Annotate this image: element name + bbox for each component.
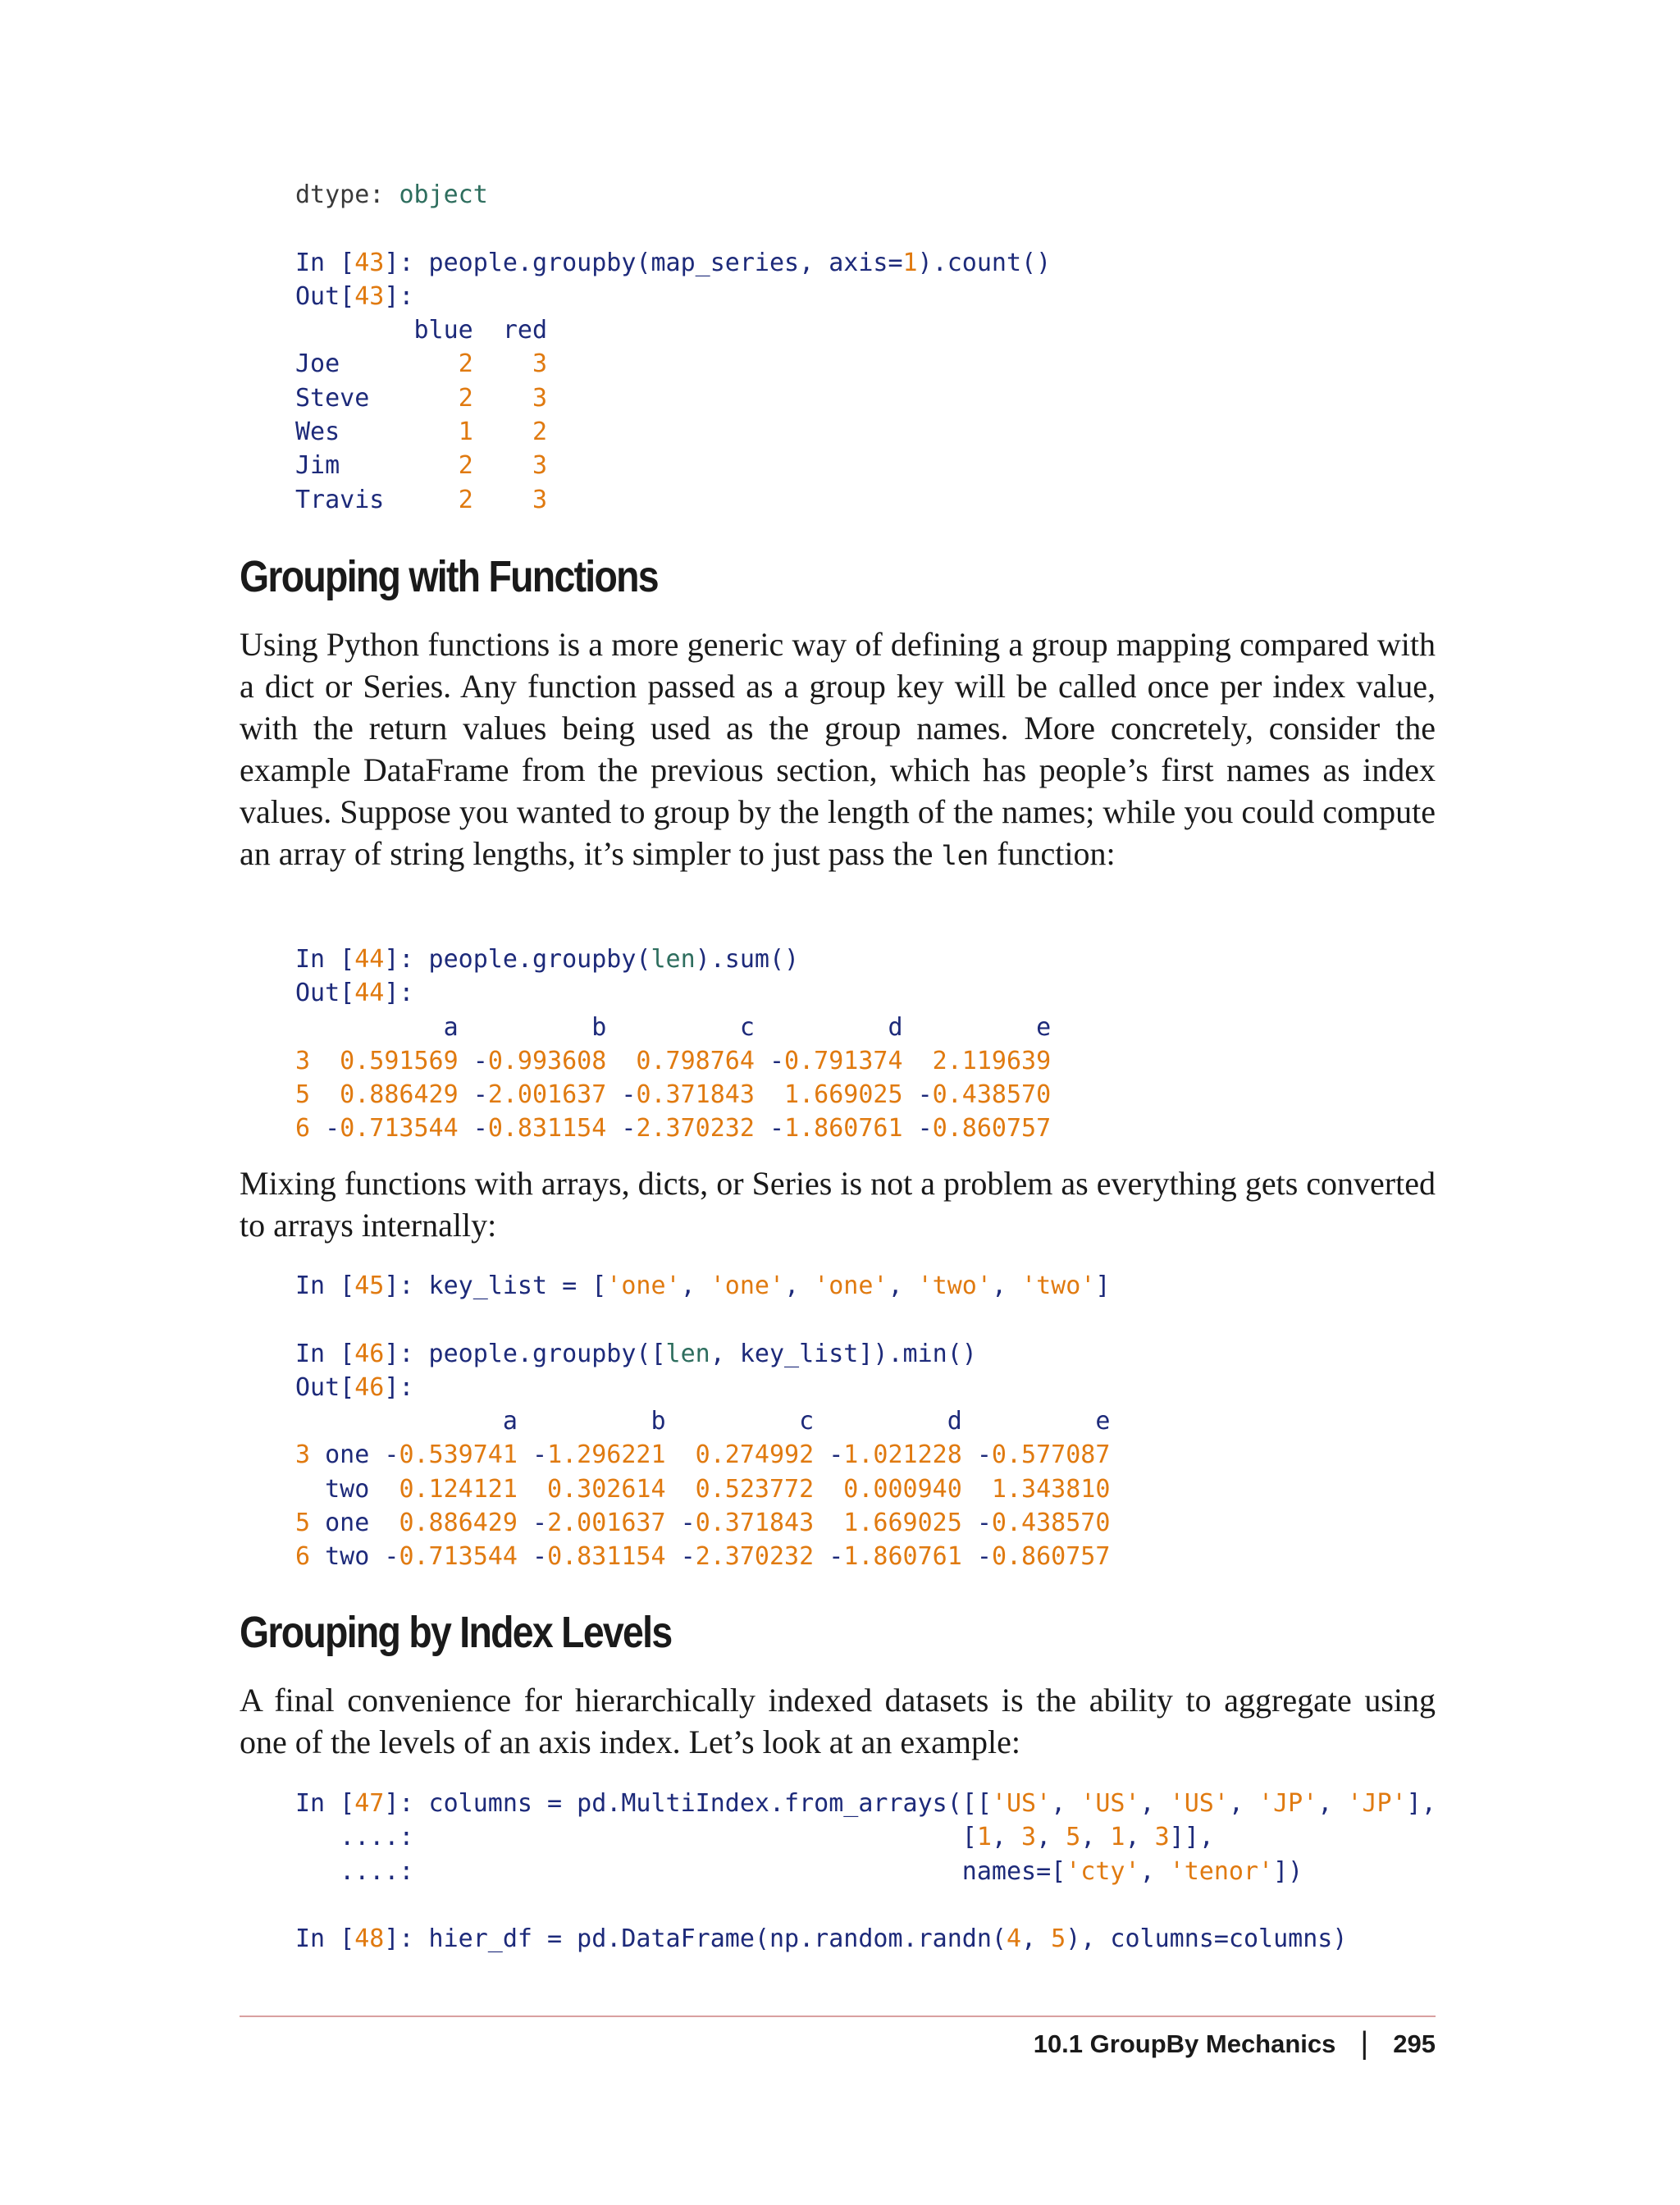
code-block-multiindex	[295, 1787, 1436, 1956]
section-heading-grouping-by-index-levels: Grouping by Index Levels	[240, 1608, 672, 1657]
code-line	[295, 1888, 1436, 1922]
code-line: Out[44]:	[295, 979, 414, 1008]
code-line: 6 two -0.713544 -0.831154 -2.370232 -1.860761 -0.860757	[295, 1542, 1111, 1572]
code-line: Joe 2 3	[295, 349, 548, 379]
code-line: Travis 2 3	[295, 485, 548, 514]
code-line: Steve 2 3	[295, 383, 548, 413]
code-line: In [43]: people.groupby(map_series, axis=1).count()	[295, 248, 1052, 277]
code-line: 3 0.591569 -0.993608 0.798764 -0.791374 2.119639	[295, 1046, 1052, 1075]
code-line: In [46]: people.groupby([len, key_list]).min()	[295, 1339, 977, 1368]
footer-rule	[240, 2016, 1436, 2017]
code-line	[295, 212, 1051, 245]
code-line: dtype: object	[295, 180, 488, 209]
code-line: 5 one 0.886429 -2.001637 -0.371843 1.669025 -0.438570	[295, 1509, 1111, 1538]
paragraph-grouping-with-functions	[240, 623, 1436, 877]
paragraph-grouping-by-index-levels: A final convenience for hierarchically indexed datasets is the ability to aggregate using one of the levels of an axis index. Let’s look at an example:	[240, 1682, 1436, 1760]
code-line: In [45]: key_list = ['one', 'one', 'one', 'two', 'two']	[295, 1271, 1111, 1300]
code-line: ....: [1, 3, 5, 1, 3]],	[295, 1823, 1214, 1852]
inline-code-len: len	[941, 840, 989, 871]
code-block-groupby-map-series	[295, 178, 1051, 517]
footer-separator: |	[1360, 2026, 1369, 2061]
paragraph-text: Using Python functions is a more generic way of defining a group mapping compared with a dict or Series. Any function passed as a group key will be called once per index value, with the return values being used as the group names. More concretely, consider the example DataFrame from the previous section, which has people’s first names as index values. Suppose you wanted to group by the length of the names; while you could compute an array of string lengths, it’s simpler to just pass the	[240, 626, 1436, 872]
code-line: ....: names=['cty', 'tenor'])	[295, 1856, 1303, 1886]
code-line: blue red	[295, 316, 548, 345]
paragraph-mixing-functions: Mixing functions with arrays, dicts, or Series is not a problem as everything gets converted to arrays internally:	[240, 1165, 1436, 1244]
code-line: 6 -0.713544 -0.831154 -2.370232 -1.860761 -0.860757	[295, 1114, 1052, 1144]
code-line: In [44]: people.groupby(len).sum()	[295, 945, 800, 974]
code-line: In [47]: columns = pd.MultiIndex.from_arrays([['US', 'US', 'US', 'JP', 'JP'],	[295, 1789, 1436, 1818]
code-line	[295, 1303, 1110, 1336]
section-heading-grouping-with-functions: Grouping with Functions	[240, 552, 658, 601]
code-line: 5 0.886429 -2.001637 -0.371843 1.669025 -0.438570	[295, 1080, 1052, 1110]
code-line: Wes 1 2	[295, 418, 548, 447]
code-line: a b c d e	[295, 1012, 1052, 1042]
page-footer	[1034, 2026, 1436, 2061]
footer-section-title: 10.1 GroupBy Mechanics	[1033, 2029, 1336, 2058]
code-line: a b c d e	[295, 1407, 1111, 1436]
code-block-groupby-len-key-list	[295, 1269, 1110, 1574]
code-line: 3 one -0.539741 -1.296221 0.274992 -1.021228 -0.577087	[295, 1440, 1111, 1470]
paragraph-text-end: function:	[988, 835, 1116, 872]
code-line: Out[46]:	[295, 1372, 414, 1402]
code-line: Out[43]:	[295, 281, 414, 311]
code-line: two 0.124121 0.302614 0.523772 0.000940 1.343810	[295, 1474, 1111, 1504]
code-line: Jim 2 3	[295, 451, 548, 481]
code-block-groupby-len	[295, 943, 1051, 1146]
code-line: In [48]: hier_df = pd.DataFrame(np.random.randn(4, 5), columns=columns)	[295, 1924, 1348, 1954]
page-number: 295	[1393, 2029, 1436, 2058]
